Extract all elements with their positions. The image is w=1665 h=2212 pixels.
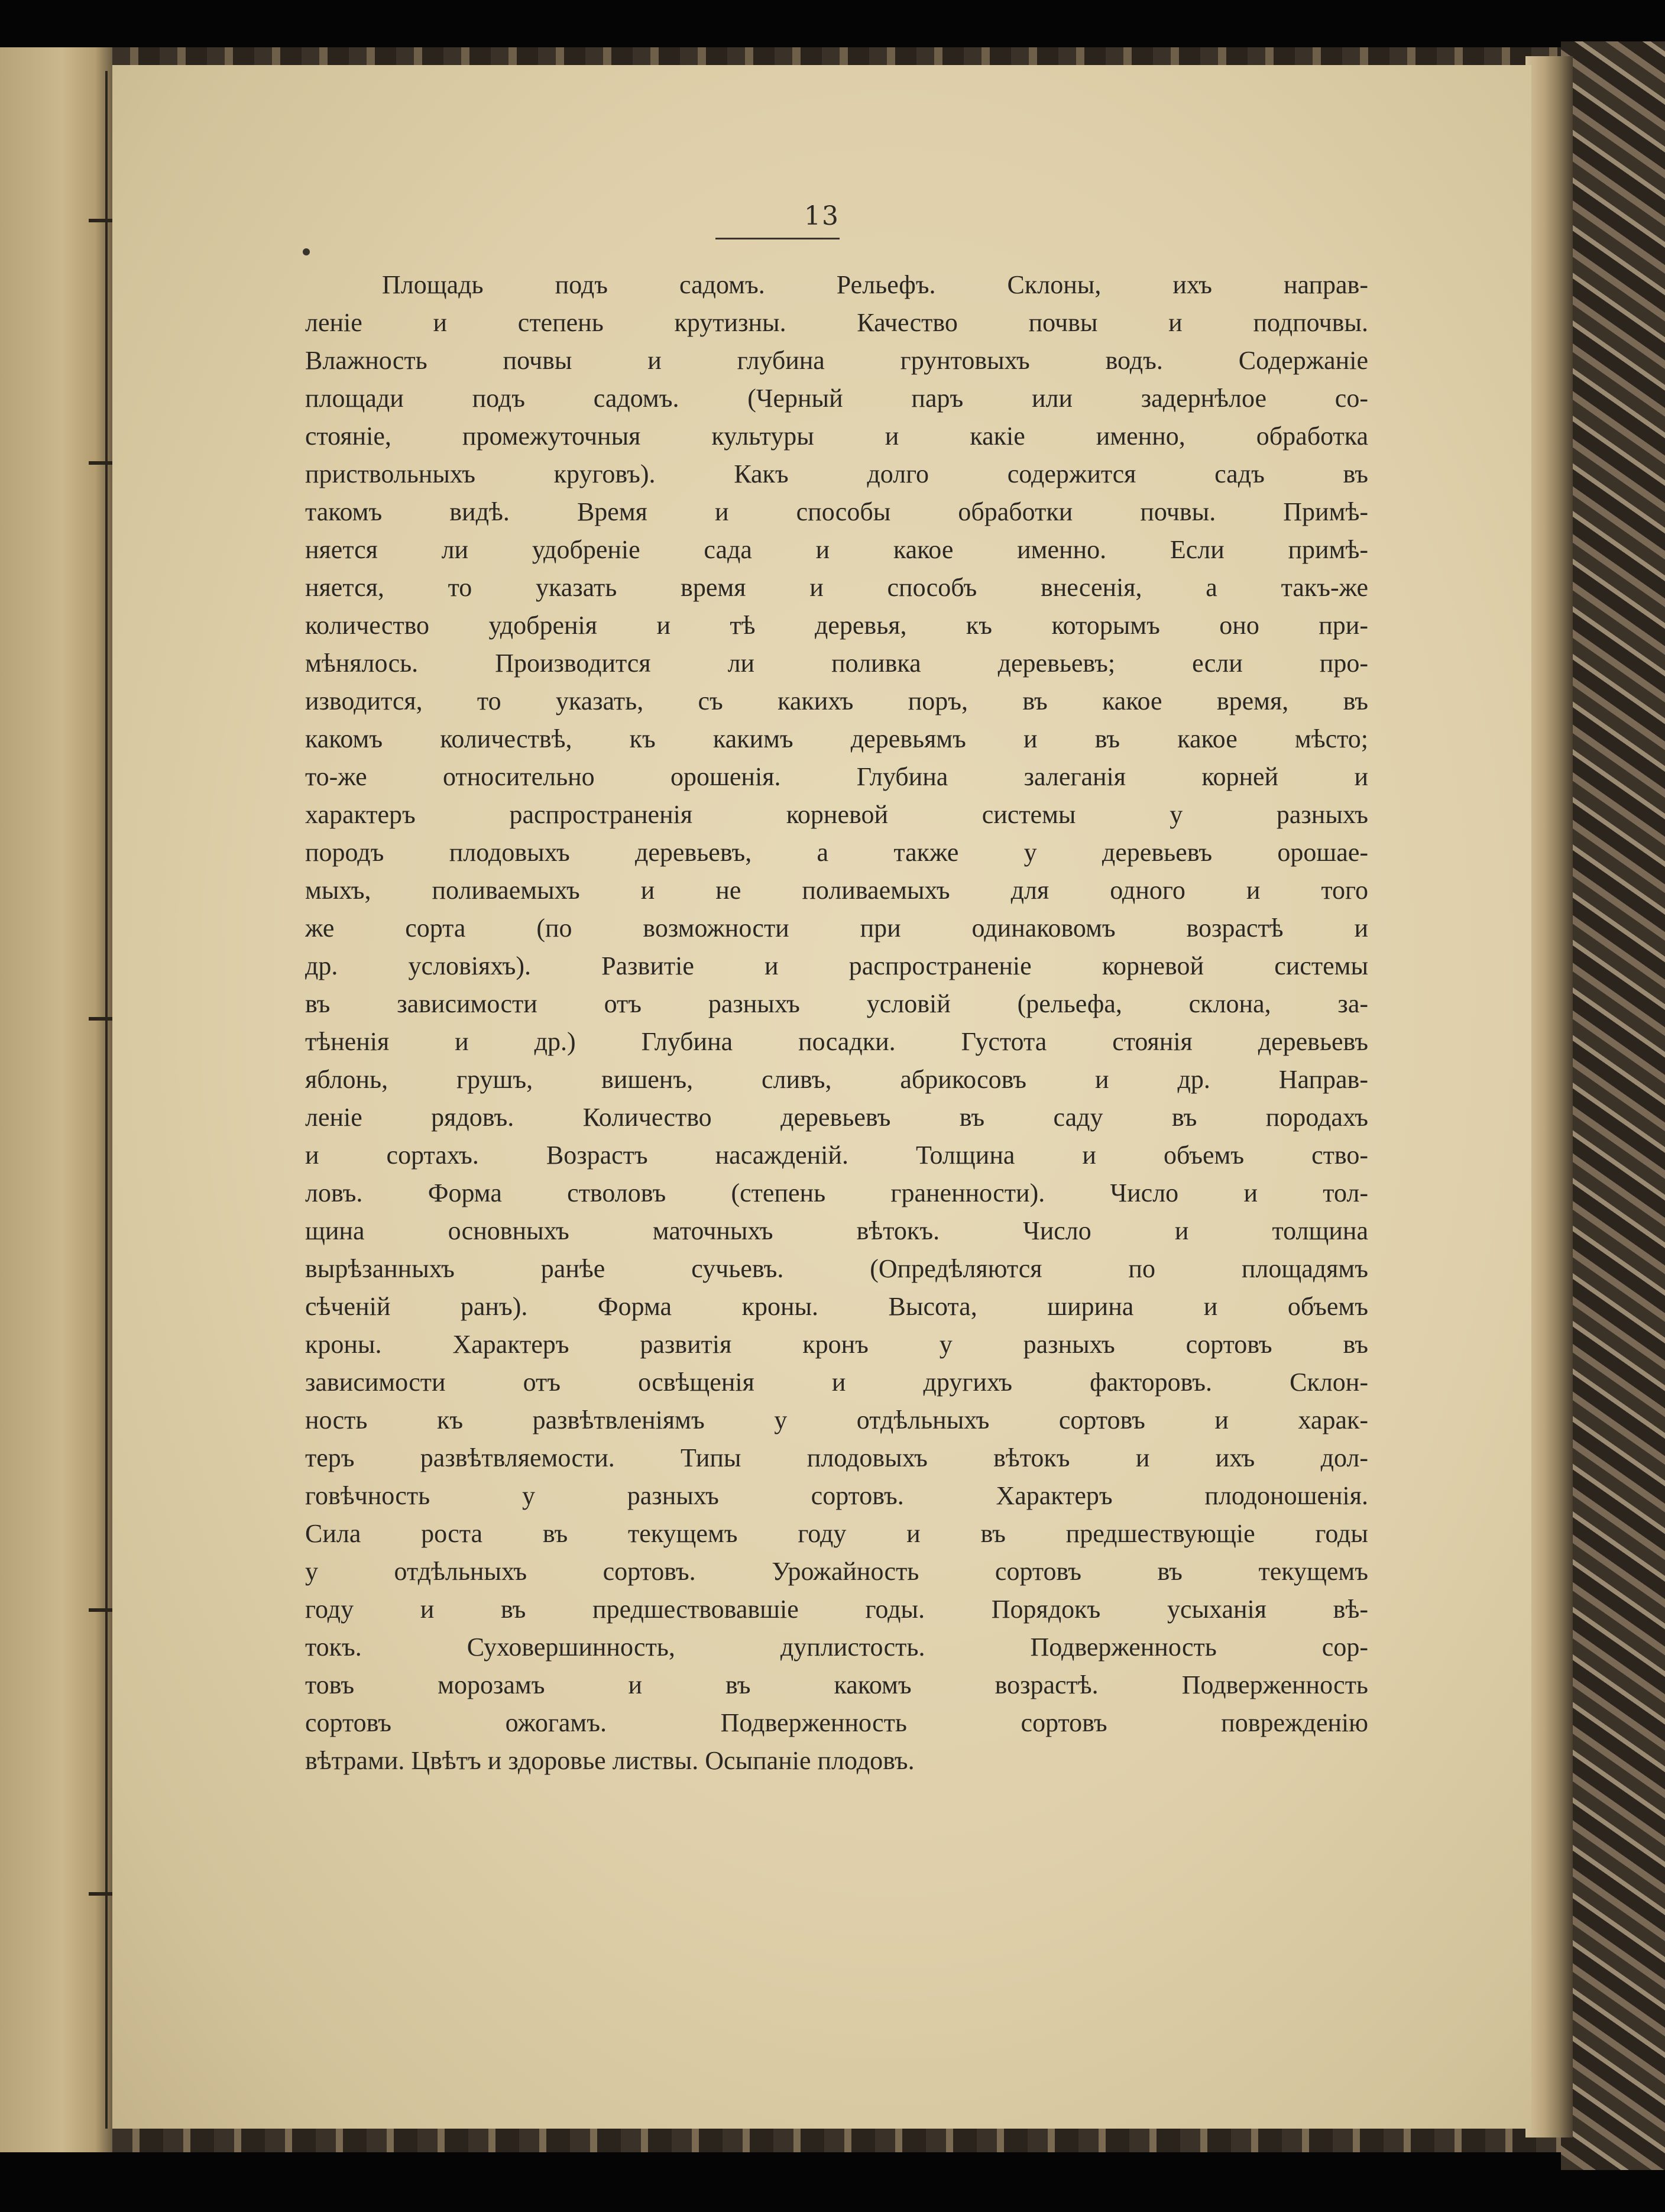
text-line: сѣченій ранъ). Форма кроны. Высота, ширина и объемъ <box>305 1292 1368 1321</box>
text-line: у отдѣльныхъ сортовъ. Урожайность сортовъ въ текущемъ <box>305 1557 1368 1586</box>
book-spine <box>105 71 108 2129</box>
left-page-edge <box>0 47 112 2152</box>
text-line: вѣтрами. Цвѣтъ и здоровье листвы. Осыпаніе плодовъ. <box>305 1746 915 1775</box>
text-line: же сорта (по возможности при одинаковомъ возрастѣ и <box>305 914 1368 943</box>
text-line: такомъ видѣ. Время и способы обработки почвы. Примѣ- <box>305 497 1368 526</box>
text-line: щина основныхъ маточныхъ вѣтокъ. Число и толщина <box>305 1216 1368 1245</box>
text-line: мыхъ, поливаемыхъ и не поливаемыхъ для одного и того <box>305 876 1368 905</box>
text-line: няется ли удобреніе сада и какое именно. Если примѣ- <box>305 535 1368 564</box>
text-line: въ зависимости отъ разныхъ условій (рельефа, склона, за- <box>305 989 1368 1018</box>
text-line: породъ плодовыхъ деревьевъ, а также у деревьевъ орошае- <box>305 838 1368 867</box>
text-line: вырѣзанныхъ ранѣе сучьевъ. (Опредѣляются по площадямъ <box>305 1254 1368 1283</box>
text-line: леніе рядовъ. Количество деревьевъ въ саду въ породахъ <box>305 1103 1368 1132</box>
text-line: ловъ. Форма стволовъ (степень граненности). Число и тол- <box>305 1178 1368 1207</box>
text-line: мѣнялось. Производится ли поливка деревьевъ; если про- <box>305 649 1368 678</box>
text-line: говѣчность у разныхъ сортовъ. Характеръ плодоношенія. <box>305 1481 1368 1510</box>
text-line: и сортахъ. Возрастъ насажденій. Толщина и объемъ ство- <box>305 1141 1368 1170</box>
page-stack-edge <box>1525 56 1573 2137</box>
text-line: Площадь подъ садомъ. Рельефъ. Склоны, ихъ направ- <box>382 270 1368 299</box>
text-line: яблонь, грушъ, вишенъ, сливъ, абрикосовъ и др. Направ- <box>305 1065 1368 1094</box>
text-line: др. условіяхъ). Развитіе и распространеніе корневой системы <box>305 951 1368 980</box>
book-page <box>112 65 1531 2129</box>
text-line: Сила роста въ текущемъ году и въ предшествующіе годы <box>305 1519 1368 1548</box>
text-line: зависимости отъ освѣщенія и другихъ факторовъ. Склон- <box>305 1368 1368 1397</box>
ink-speck <box>303 248 310 255</box>
text-line: теръ развѣтвляемости. Типы плодовыхъ вѣтокъ и ихъ дол- <box>305 1443 1368 1472</box>
text-line: году и въ предшествовавшіе годы. Порядокъ усыханія вѣ- <box>305 1595 1368 1624</box>
text-line: Влажность почвы и глубина грунтовыхъ водъ. Содержаніе <box>305 346 1368 375</box>
text-line: леніе и степень крутизны. Качество почвы и подпочвы. <box>305 308 1368 337</box>
page-number: 13 <box>804 201 840 231</box>
text-line: няется, то указать время и способъ внесенія, а такъ-же <box>305 573 1368 602</box>
text-line: изводится, то указать, съ какихъ поръ, въ какое время, въ <box>305 686 1368 715</box>
text-line: тѣненія и др.) Глубина посадки. Густота стоянія деревьевъ <box>305 1027 1368 1056</box>
page-number-rule <box>715 238 840 239</box>
text-line: какомъ количествѣ, къ какимъ деревьямъ и въ какое мѣсто; <box>305 724 1368 753</box>
body-text <box>305 266 1368 1780</box>
text-line: приствольныхъ круговъ). Какъ долго содержится садъ въ <box>305 459 1368 488</box>
marbled-cover <box>1561 41 1665 2170</box>
text-line: товъ морозамъ и въ какомъ возрастѣ. Подверженность <box>305 1670 1368 1699</box>
text-line: стояніе, промежуточныя культуры и какіе именно, обработка <box>305 422 1368 451</box>
text-line: количество удобренія и тѣ деревья, къ которымъ оно при- <box>305 611 1368 640</box>
text-line: характеръ распространенія корневой системы у разныхъ <box>305 800 1368 829</box>
text-line: сортовъ ожогамъ. Подверженность сортовъ поврежденію <box>305 1708 1368 1737</box>
text-line: ность къ развѣтвленіямъ у отдѣльныхъ сортовъ и харак- <box>305 1405 1368 1434</box>
text-line: токъ. Суховершинность, дуплистость. Подверженность сор- <box>305 1633 1368 1662</box>
text-line: площади подъ садомъ. (Черный паръ или задернѣлое со- <box>305 384 1368 413</box>
text-line: кроны. Характеръ развитія кронъ у разныхъ сортовъ въ <box>305 1330 1368 1359</box>
text-line: то-же относительно орошенія. Глубина залеганія корней и <box>305 762 1368 791</box>
